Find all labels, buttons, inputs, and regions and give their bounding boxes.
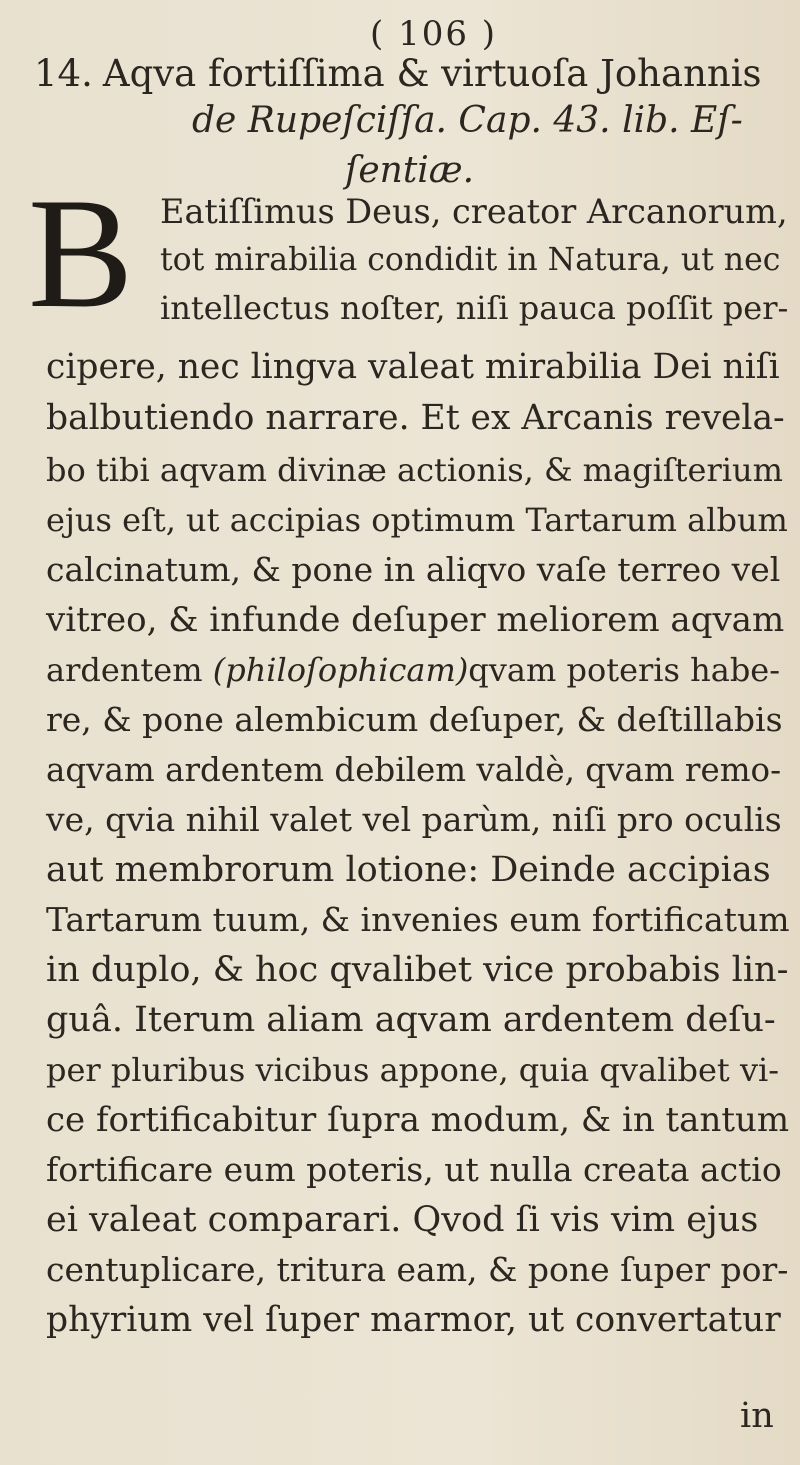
text-line: re, & pone alembicum deſuper, & deſtillabis: [46, 700, 783, 739]
catchword: in: [740, 1396, 774, 1436]
text-segment: qvam poteris habe-: [468, 651, 781, 689]
chapter-heading-line3: ſentiæ.: [345, 150, 475, 191]
text-line: aqvam ardentem debilem valdè, qvam remo-: [46, 751, 782, 789]
text-line: balbutiendo narrare. Et ex Arcanis revela-: [46, 398, 785, 438]
text-line: vitreo, & infunde deſuper meliorem aqvam: [46, 600, 785, 640]
chapter-heading-line2: de Rupeſciſſa. Cap. 43. lib. Eſ-: [192, 100, 743, 141]
text-line: ve, qvia nihil valet vel parùm, niſi pro oculis: [46, 800, 782, 839]
chapter-heading-line1: [34, 52, 762, 95]
text-line: intellectus noſter, niſi pauca poſſit per-: [160, 289, 789, 327]
page-number: ( 106 ): [370, 14, 498, 54]
text-line: ei valeat comparari. Qvod ſi vis vim ejus: [46, 1200, 759, 1240]
text-line: Eatiſſimus Deus, creator Arcanorum,: [160, 192, 788, 231]
text-line: ce fortificabitur ſupra modum, & in tantum: [46, 1100, 790, 1140]
text-line: [46, 650, 780, 690]
section-number: 14.: [34, 52, 93, 95]
text-line: centuplicare, tritura eam, & pone ſuper por-: [46, 1250, 789, 1289]
text-line: Tartarum tuum, & invenies eum fortificatum: [46, 900, 790, 939]
text-line: phyrium vel ſuper marmor, ut convertatur: [46, 1300, 781, 1340]
text-line: fortificare eum poteris, ut nulla creata actio: [46, 1150, 782, 1189]
heading-title: Aqva fortiſſima & virtuoſa Johannis: [102, 52, 762, 95]
italic-word: (philoſophicam): [212, 651, 469, 689]
drop-cap: B: [28, 166, 134, 341]
text-line: calcinatum, & pone in aliqvo vaſe terreo vel: [46, 550, 781, 589]
text-segment: ardentem: [46, 651, 213, 689]
text-line: per pluribus vicibus appone, quia qvalibet vi-: [46, 1051, 780, 1089]
text-line: guâ. Iterum aliam aqvam ardentem deſu-: [46, 1000, 776, 1040]
text-line: ejus eſt, ut accipias optimum Tartarum album: [46, 501, 788, 539]
text-line: bo tibi aqvam divinæ actionis, & magiſterium: [46, 451, 783, 489]
text-line: in duplo, & hoc qvalibet vice probabis lin-: [46, 950, 789, 990]
text-line: cipere, nec lingva valeat mirabilia Dei niſi: [46, 347, 780, 387]
text-line: aut membrorum lotione: Deinde accipias: [46, 850, 771, 890]
text-line: tot mirabilia condidit in Natura, ut nec: [160, 242, 781, 278]
